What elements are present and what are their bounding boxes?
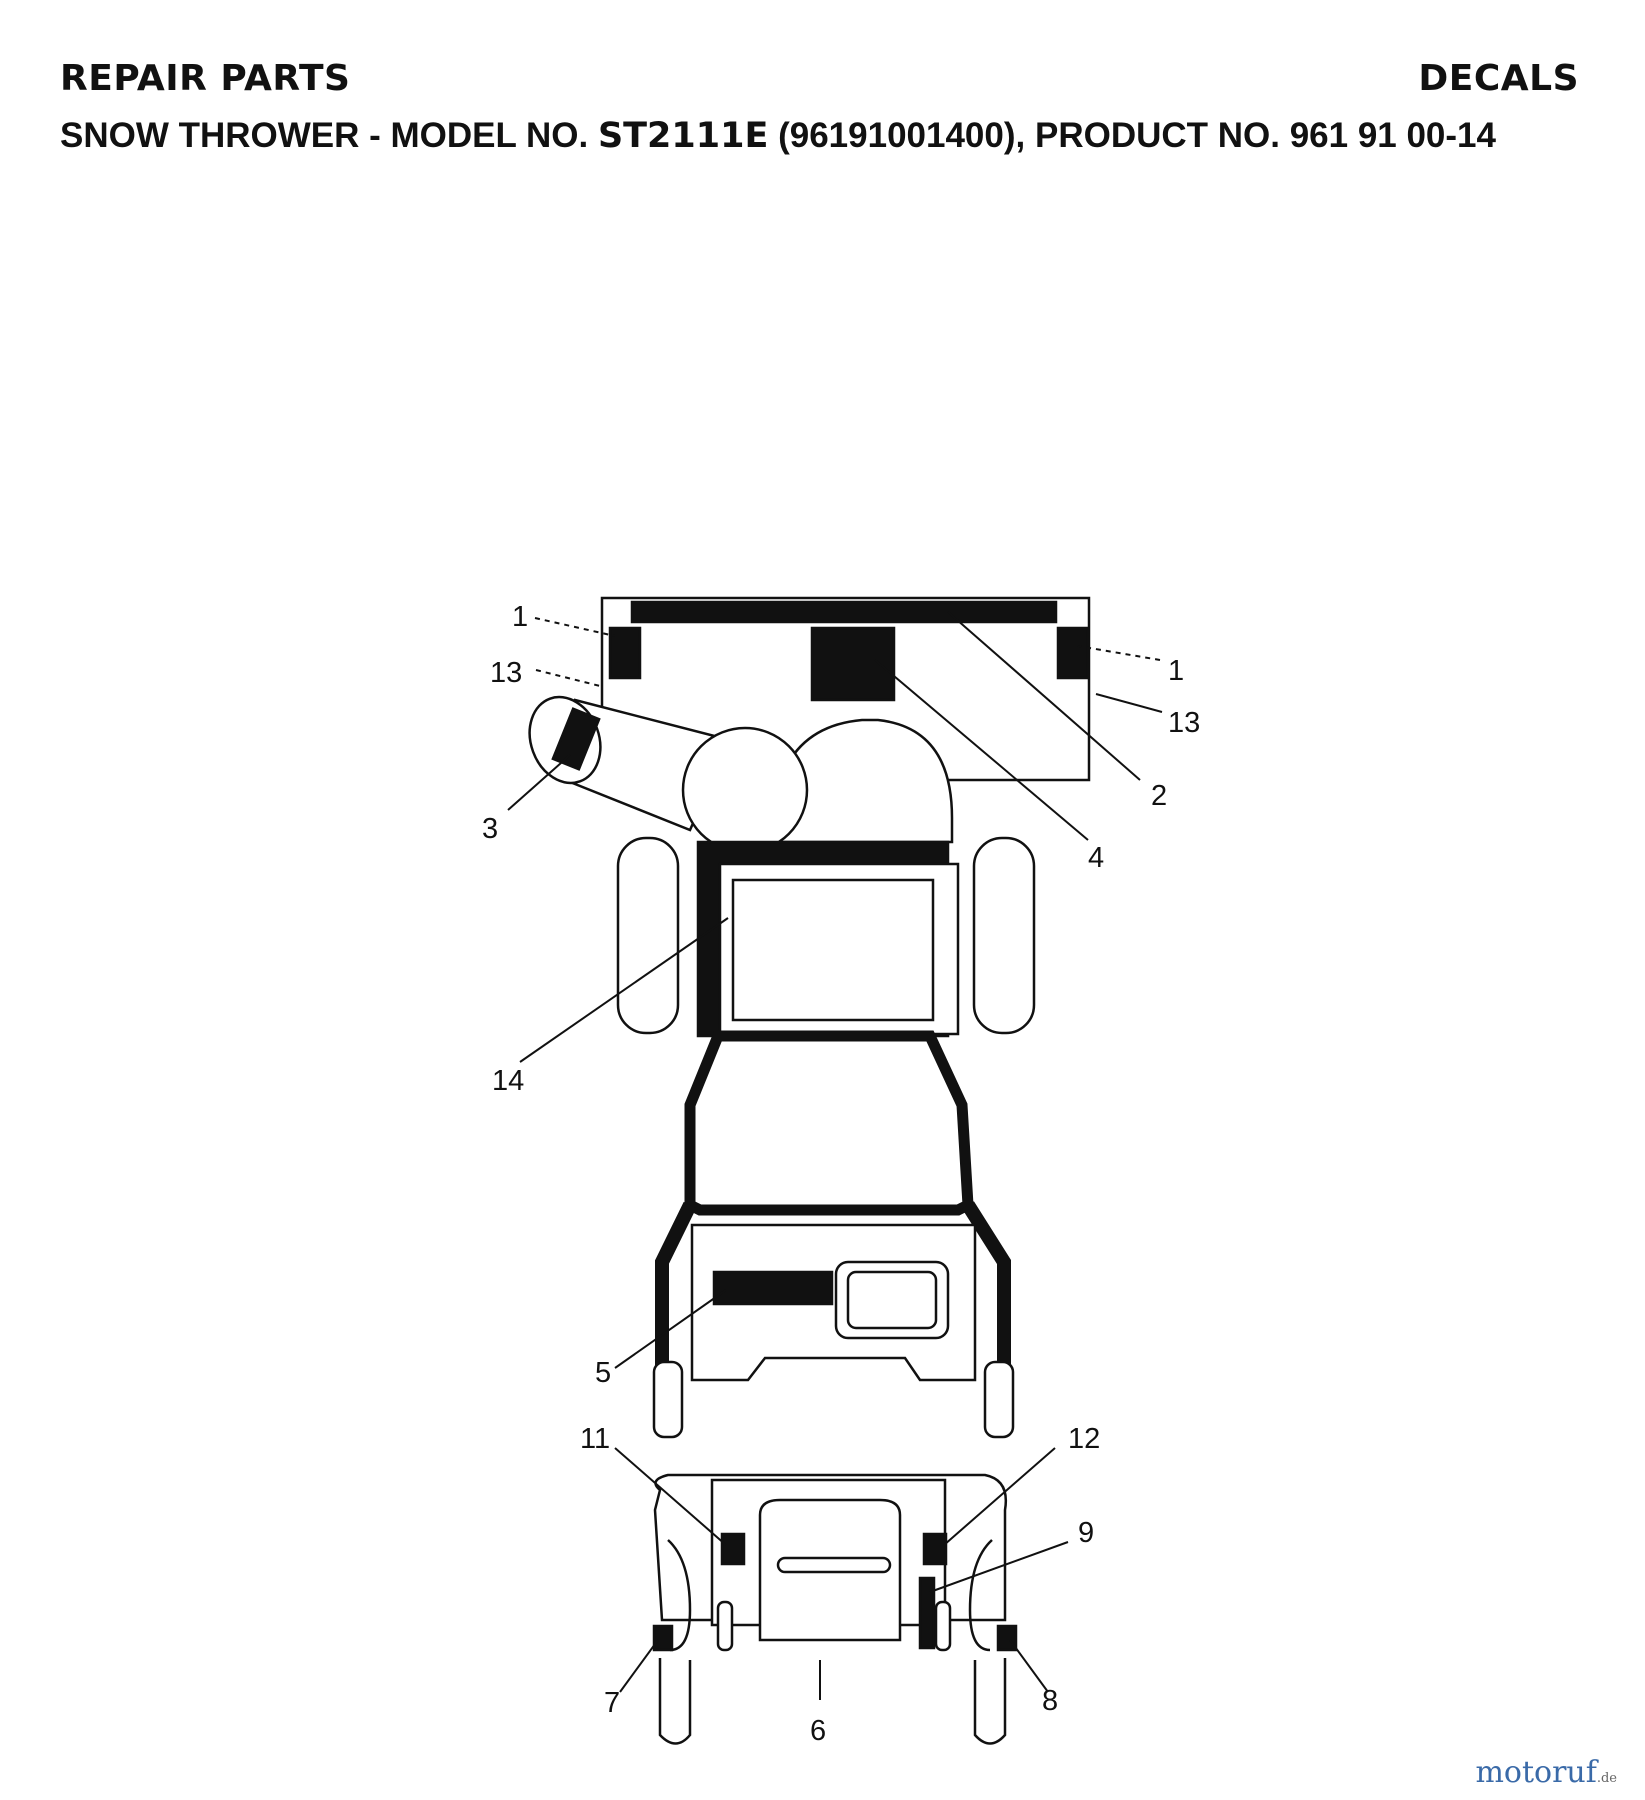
callout-6: 6 [810, 1715, 827, 1747]
callout-13-right: 13 [1168, 707, 1201, 739]
chassis-body [690, 1036, 968, 1210]
callout-1-left: 1 [512, 601, 529, 633]
decal-14 [733, 880, 933, 1020]
decal-7 [654, 1626, 672, 1650]
callout-5: 5 [595, 1357, 612, 1389]
decal-2-strip [632, 602, 1056, 622]
panel-window-inner [848, 1272, 936, 1328]
decal-12 [924, 1534, 946, 1564]
section-title: DECALS [1418, 58, 1579, 99]
right-wheel [974, 838, 1034, 1033]
snow-thrower-drawing [518, 598, 1089, 1744]
subtitle-prefix: SNOW THROWER - MODEL NO. [60, 116, 589, 155]
callout-14: 14 [492, 1065, 525, 1097]
callout-9: 9 [1078, 1517, 1095, 1549]
decal-1-right [1058, 628, 1088, 678]
rear-view [654, 1475, 1016, 1744]
left-grip [654, 1362, 682, 1437]
callout-2: 2 [1151, 780, 1168, 812]
callout-3: 3 [482, 813, 499, 845]
decal-5 [714, 1272, 832, 1304]
right-grip [985, 1362, 1013, 1437]
callout-13-left: 13 [490, 657, 523, 689]
decal-11 [722, 1534, 744, 1564]
callout-7: 7 [604, 1687, 621, 1719]
page-title: REPAIR PARTS [60, 58, 351, 99]
left-wheel [618, 838, 678, 1033]
decal-9 [920, 1578, 934, 1648]
decal-4 [812, 628, 894, 700]
callout-4: 4 [1088, 842, 1105, 874]
callout-11: 11 [580, 1423, 611, 1455]
callout-8: 8 [1042, 1685, 1059, 1717]
watermark-tld: .de [1596, 1771, 1617, 1786]
watermark-brand: motoruf [1475, 1755, 1597, 1790]
callout-12: 12 [1068, 1423, 1101, 1455]
model-number: ST2111E [597, 116, 769, 156]
left-handle-rail [662, 1205, 690, 1370]
watermark-logo [1475, 1755, 1617, 1790]
callout-1-right: 1 [1168, 655, 1185, 687]
subtitle-suffix: (96191001400), PRODUCT NO. 961 91 00-14 [778, 116, 1496, 155]
decal-8 [998, 1626, 1016, 1650]
